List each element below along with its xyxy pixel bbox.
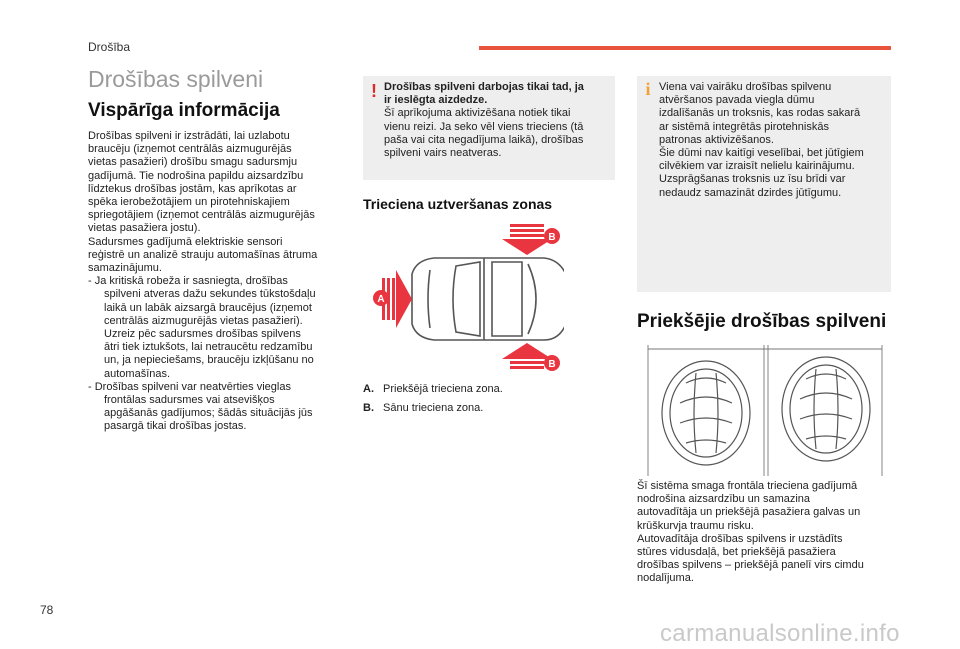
line: Autovadītāja drošības spilvens ir uzstādīts bbox=[637, 532, 843, 545]
section-label: Drošība bbox=[88, 40, 131, 54]
header-accent-bar bbox=[479, 46, 891, 50]
bullet-line: un, ja nepieciešams, braucēju izkļūšanu no bbox=[104, 354, 314, 367]
line: gadījumā. Tie nodrošina papildu aizsardzību bbox=[88, 169, 304, 182]
bullet-line: centrālās aizmugurējās vietas pasažieri). bbox=[104, 314, 303, 327]
legend-item-b: B. Sānu trieciena zona. bbox=[363, 402, 484, 414]
info-icon: i bbox=[645, 79, 651, 99]
warning-bold-line: Drošības spilveni darbojas tikai tad, ja bbox=[384, 81, 584, 93]
page-title: Drošības spilveni bbox=[88, 66, 264, 92]
line: spēka ierobežotājiem un pirotehniskajiem bbox=[88, 196, 290, 209]
impact-zones-diagram bbox=[372, 222, 564, 372]
line: autovadītāja un priekšējā pasažiera galvas un bbox=[637, 506, 861, 519]
line: vietas pasažiera jostu). bbox=[88, 222, 201, 235]
warning-box bbox=[363, 76, 615, 180]
badge-a bbox=[373, 290, 389, 306]
driver-airbag-icon bbox=[662, 361, 750, 465]
warning-line: Šī aprīkojuma aktivizēšana notiek tikai bbox=[384, 107, 571, 120]
line: samazinājumu. bbox=[88, 262, 162, 275]
front-airbags-illustration bbox=[646, 343, 884, 476]
info-line: atvēršanos pavada viegla dūmu bbox=[659, 94, 815, 107]
warning-icon: ! bbox=[371, 81, 377, 101]
warning-line: spilveni vairs neatveras. bbox=[384, 147, 502, 160]
bullet-line: - Ja kritiskā robeža ir sasniegta, drošības bbox=[88, 275, 288, 288]
legend-item-a: A. Priekšējā trieciena zona. bbox=[363, 383, 503, 395]
info-line: patronas aktivizēšanos. bbox=[659, 133, 774, 146]
front-airbags-text bbox=[637, 480, 893, 586]
general-text bbox=[88, 130, 350, 434]
info-line: nedaudz samazināt dzirdes jūtīgumu. bbox=[659, 186, 842, 199]
bullet-line: Uzreiz pēc sadursmes drošības spilvens bbox=[104, 328, 301, 341]
info-line: ar sistēmā integrētās pirotehniskās bbox=[659, 120, 829, 133]
general-heading: Vispārīga informācija bbox=[88, 100, 280, 121]
side-impact-arrow-top-icon bbox=[502, 224, 552, 255]
info-line: Viena vai vairāku drošības spilvenu bbox=[659, 81, 832, 93]
warning-line: vienu reizi. Ja seko vēl viens trieciens (tā bbox=[384, 120, 584, 133]
line: Drošības spilveni ir izstrādāti, lai uzlabotu bbox=[88, 130, 290, 142]
badge-b-top bbox=[544, 228, 560, 244]
bullet-line: frontālas sadursmes vai atsevišķos bbox=[104, 394, 275, 407]
bullet-line: - Drošības spilveni var neatvērties vieglas bbox=[88, 380, 291, 393]
page-number: 78 bbox=[40, 603, 54, 617]
svg-text:B: B bbox=[548, 359, 556, 370]
line: drošības spilvens – priekšējā panelī virs cimdu bbox=[637, 559, 864, 572]
car-outline-icon bbox=[412, 258, 564, 340]
passenger-airbag-icon bbox=[782, 357, 870, 461]
svg-text:A: A bbox=[377, 294, 385, 305]
bullet-line: ātri tiek iztukšots, lai netraucētu redzamību bbox=[104, 341, 313, 354]
line: krūškurvja traumu risku. bbox=[637, 519, 754, 532]
bullet-line: spilveni atveras dažu sekundes tūkstošdaļu bbox=[104, 288, 316, 301]
line: Šī sistēma smaga frontāla trieciena gadījumā bbox=[637, 480, 858, 492]
line: nodalījuma. bbox=[637, 572, 694, 585]
watermark: carmanualsonline.info bbox=[660, 620, 900, 647]
line: nodrošina aizsardzību un samazina bbox=[637, 493, 811, 506]
bullet-line: apgāšanās gadījumos; šādās situācijās jūs bbox=[104, 407, 313, 420]
warning-line: paša vai cita negadījuma laikā), drošības bbox=[384, 133, 584, 146]
badge-b-bottom bbox=[544, 355, 560, 371]
line: reģistrē un analizē strauju automašīnas ātruma bbox=[88, 248, 318, 261]
bullet-line: automašīnas. bbox=[104, 367, 171, 380]
line: vietas pasažieri) drošību smagu sadursmju bbox=[88, 156, 298, 169]
info-line: Šie dūmi nav kaitīgi veselībai, bet jūtīgiem bbox=[659, 147, 864, 160]
bullet-line: pasargā tikai drošības jostas. bbox=[104, 420, 247, 433]
info-line: izdalīšanās un troksnis, kas rodas sakarā bbox=[659, 107, 861, 120]
info-box bbox=[637, 76, 891, 292]
line: braucēju (izņemot centrālās aizmugurējās bbox=[88, 143, 292, 156]
impact-heading: Trieciena uztveršanas zonas bbox=[363, 196, 553, 212]
line: līdztekus drošības jostām, kas aprīkotas ar bbox=[88, 182, 297, 195]
info-line: Uzsprāgšanas troksnis uz īsu brīdi var bbox=[659, 173, 846, 186]
svg-text:B: B bbox=[548, 232, 556, 243]
line: spriegotājiem (izņemot centrālās aizmugurējās bbox=[88, 209, 315, 222]
line: stūres vidusdaļā, bet priekšējā pasažiera bbox=[637, 546, 836, 559]
line: Sadursmes gadījumā elektriskie sensori bbox=[88, 235, 283, 248]
bullet-line: laikā un labāk aizsargā braucējus (izņemot bbox=[104, 301, 312, 314]
front-airbags-heading: Priekšējie drošības spilveni bbox=[637, 311, 887, 332]
warning-bold-line: ir ieslēgta aizdedze. bbox=[384, 94, 488, 107]
info-line: cilvēkiem var izraisīt nelielu kairinājumu. bbox=[659, 160, 855, 173]
